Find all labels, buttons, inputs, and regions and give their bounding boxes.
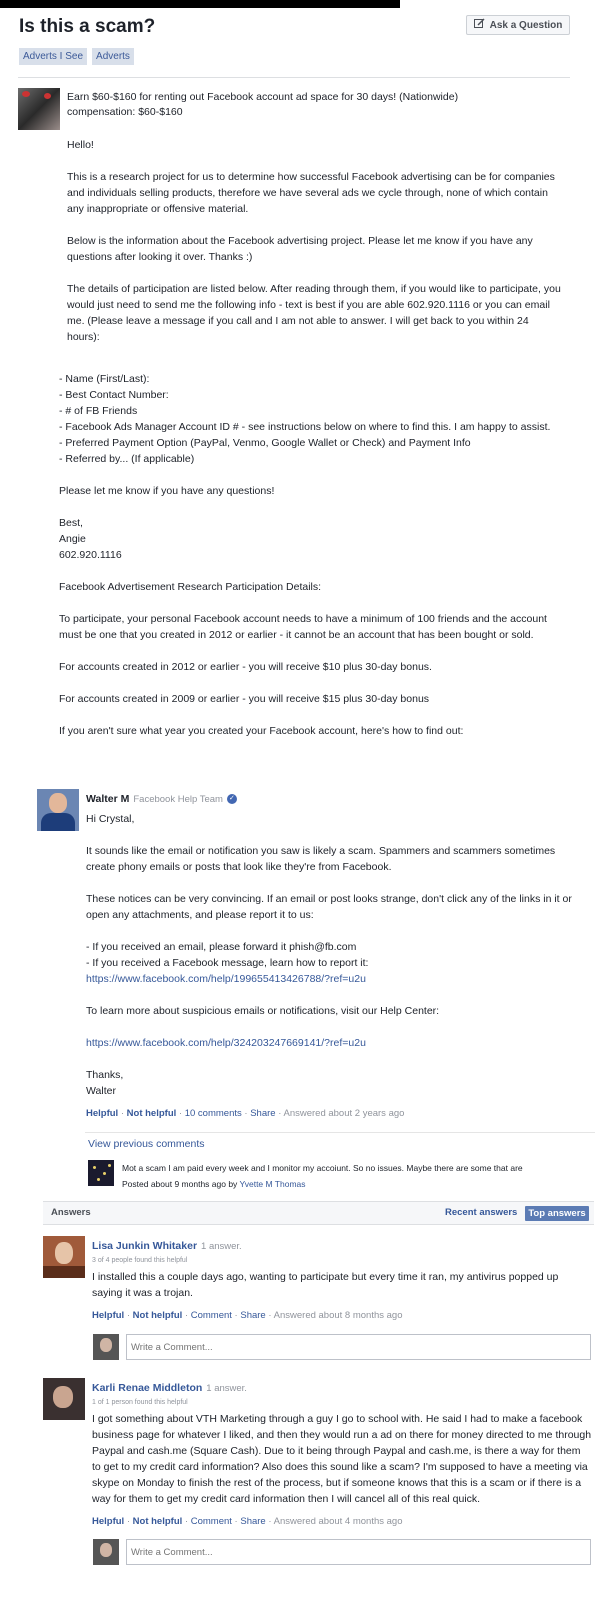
- info-list: [59, 371, 559, 467]
- comments-count-link[interactable]: 10 comments: [184, 1108, 242, 1119]
- helpful-note: 3 of 4 people found this helpful: [92, 1257, 188, 1264]
- question-p3: The details of participation are listed below. After reading through them, if you would like to participate, you would just need to send me the following info - text is best if you are able 602.920.1116 or you can email me. (Please leave a message if you call and I am not able to answer. I will get back to you within 24 hours):: [67, 283, 561, 343]
- walter-thanks: Thanks,: [86, 1069, 124, 1081]
- edit-icon: [474, 18, 485, 32]
- question-signoff: [59, 515, 559, 563]
- list-item: - # of FB Friends: [59, 405, 138, 417]
- question-p5: For accounts created in 2012 or earlier - you will receive $10 plus 30-day bonus.: [59, 661, 432, 673]
- comment-link[interactable]: Comment: [190, 1516, 232, 1527]
- question-p2: Below is the information about the Facebook advertising project. Please let me know if you have any questions after looking it over. Thanks :): [67, 235, 533, 263]
- asker-avatar[interactable]: [18, 88, 60, 130]
- comment-text: Mot a scam I am paid every week and I monitor my accoiunt. So no issues. Maybe there are some that are: [122, 1163, 523, 1173]
- question-questions: Please let me know if you have any questions!: [59, 485, 275, 497]
- question-p7: If you aren't sure what year you created your Facebook account, here's how to find out:: [59, 725, 464, 737]
- question-p6: For accounts created in 2009 or earlier - you will receive $15 plus 30-day bonus: [59, 693, 430, 705]
- lisa-name-line: [92, 1240, 242, 1252]
- not-helpful-button[interactable]: Not helpful: [132, 1310, 183, 1321]
- answered-time: Answered about 2 years ago: [283, 1108, 405, 1119]
- answered-time: Answered about 8 months ago: [273, 1310, 403, 1321]
- walter-answer-body: [86, 843, 586, 1099]
- answer-author-name[interactable]: Karli Renae Middleton: [92, 1382, 203, 1394]
- question-compensation: compensation: $60-$160: [67, 106, 183, 118]
- karli-name-line: [92, 1382, 247, 1394]
- question-p1: This is a research project for us to determine how successful Facebook advertising can be for companies and individuals selling products, therefore we have several ads we cycle through, none of which contain any inappropriate or offensive material.: [67, 171, 555, 215]
- help-link-2[interactable]: https://www.facebook.com/help/324203247669141/?ref=u2u: [86, 1037, 366, 1049]
- ask-question-label: Ask a Question: [489, 19, 563, 31]
- not-helpful-button[interactable]: Not helpful: [126, 1108, 177, 1119]
- walter-bullet2: - If you received a Facebook message, learn how to report it:: [86, 957, 369, 969]
- comment-author[interactable]: Yvette M Thomas: [239, 1179, 306, 1189]
- walter-name-line: [86, 793, 237, 805]
- signoff-line: Angie: [59, 533, 86, 545]
- walter-p3: To learn more about suspicious emails or notifications, visit our Help Center:: [86, 1005, 440, 1017]
- question-header: [67, 90, 567, 120]
- walter-greeting: Hi Crystal,: [86, 813, 135, 825]
- signoff-line: 602.920.1116: [59, 549, 122, 561]
- tag-adverts[interactable]: Adverts: [92, 48, 134, 65]
- page-title: Is this a scam?: [19, 16, 156, 37]
- share-link[interactable]: Share: [240, 1516, 266, 1527]
- answers-label: Answers: [51, 1207, 91, 1218]
- walter-p2: These notices can be very convincing. If an email or post looks strange, don't click any of the links in it or open any attachments, and please report it to us:: [86, 893, 572, 921]
- top-bar: [0, 0, 400, 8]
- list-item: - Preferred Payment Option (PayPal, Venmo, Google Wallet or Check) and Payment Info: [59, 437, 471, 449]
- walter-avatar[interactable]: [37, 789, 79, 831]
- walter-sign: Walter: [86, 1085, 116, 1097]
- answer-author-name[interactable]: Lisa Junkin Whitaker: [92, 1240, 198, 1252]
- karli-actions: Helpful · Not helpful · Comment · Share · Answered about 4 months ago: [92, 1516, 403, 1527]
- share-link[interactable]: Share: [240, 1310, 266, 1321]
- verified-check-icon: ✓: [227, 794, 237, 804]
- help-link-1[interactable]: https://www.facebook.com/help/199655413426788/?ref=u2u: [86, 973, 366, 985]
- question-body-bottom: [59, 371, 559, 739]
- view-previous-comments-link[interactable]: View previous comments: [88, 1138, 205, 1150]
- lisa-avatar[interactable]: [43, 1236, 85, 1278]
- comment-link[interactable]: Comment: [190, 1310, 232, 1321]
- signoff-line: Best,: [59, 517, 83, 529]
- details-title: Facebook Advertisement Research Participation Details:: [59, 581, 322, 593]
- answer-count: 1 answer.: [201, 1240, 242, 1252]
- comments-section: [85, 1132, 595, 1193]
- comment-input[interactable]: [126, 1334, 591, 1360]
- topic-tags: [19, 48, 134, 65]
- divider: [18, 77, 570, 78]
- answered-time: Answered about 4 months ago: [273, 1516, 403, 1527]
- list-item: - Name (First/Last):: [59, 373, 150, 385]
- question-p4: To participate, your personal Facebook account needs to have a minimum of 100 friends and the account must be one that you created in 2012 or earlier - it cannot be an account that has been bought or sold.: [59, 613, 547, 641]
- tag-adverts-i-see[interactable]: Adverts I See: [19, 48, 87, 65]
- answers-header: [43, 1201, 594, 1225]
- answer-text: I installed this a couple days ago, wanting to participate but every time it ran, my antivirus popped up saying it was a trojan.: [92, 1271, 559, 1299]
- share-link[interactable]: Share: [250, 1108, 276, 1119]
- comment-posted: Posted about 9 months ago by: [122, 1179, 238, 1189]
- lisa-actions: Helpful · Not helpful · Comment · Share · Answered about 8 months ago: [92, 1310, 403, 1321]
- answer-count: 1 answer.: [206, 1382, 247, 1394]
- help-team-label: Facebook Help Team: [133, 793, 223, 805]
- question-body-top: [67, 137, 562, 345]
- walter-p1: It sounds like the email or notification you saw is likely a scam. Spammers and scammers sometimes create phony emails or posts that look like they're from Facebook.: [86, 845, 556, 873]
- current-user-avatar: [93, 1334, 119, 1360]
- walter-actions: Helpful · Not helpful · 10 comments · Share · Answered about 2 years ago: [86, 1108, 405, 1119]
- helpful-button[interactable]: Helpful: [92, 1516, 125, 1527]
- comment-item: [122, 1160, 592, 1192]
- list-item: - Best Contact Number:: [59, 389, 169, 401]
- walter-bullet1: - If you received an email, please forward it phish@fb.com: [86, 941, 357, 953]
- helpful-button[interactable]: Helpful: [86, 1108, 119, 1119]
- question-headline: Earn $60-$160 for renting out Facebook account ad space for 30 days! (Nationwide): [67, 91, 459, 103]
- helpful-button[interactable]: Helpful: [92, 1310, 125, 1321]
- commenter-avatar[interactable]: [88, 1160, 114, 1186]
- ask-question-button[interactable]: [466, 15, 570, 35]
- comment-input[interactable]: [126, 1539, 591, 1565]
- list-item: - Facebook Ads Manager Account ID # - see instructions below on where to find this. I am happy to assist.: [59, 421, 551, 433]
- not-helpful-button[interactable]: Not helpful: [132, 1516, 183, 1527]
- top-answers-tab[interactable]: Top answers: [525, 1206, 589, 1221]
- helpful-note: 1 of 1 person found this helpful: [92, 1399, 188, 1406]
- current-user-avatar: [93, 1539, 119, 1565]
- list-item: - Referred by... (If applicable): [59, 453, 195, 465]
- recent-answers-tab[interactable]: Recent answers: [445, 1207, 518, 1218]
- answerer-name[interactable]: Walter M: [86, 793, 130, 805]
- question-hello: Hello!: [67, 139, 94, 151]
- karli-avatar[interactable]: [43, 1378, 85, 1420]
- answer-text: I got something about VTH Marketing through a guy I go to school with. He said I had to make a facebook business page for whatever I liked, and then they would run a ad on there for money directed to me through Paypal and cash.me (Square Cash). Due to it being through Paypal and cash.me, is there a way for them to get to my credit card information? Also does this sound like a scam? I'm supposed to have a meeting via skype on Monday to finish the rest of the process, but if someone knows that this is a scam or if there is a way for them to get my credit card information then I will cancel all of this real quick.: [92, 1413, 592, 1505]
